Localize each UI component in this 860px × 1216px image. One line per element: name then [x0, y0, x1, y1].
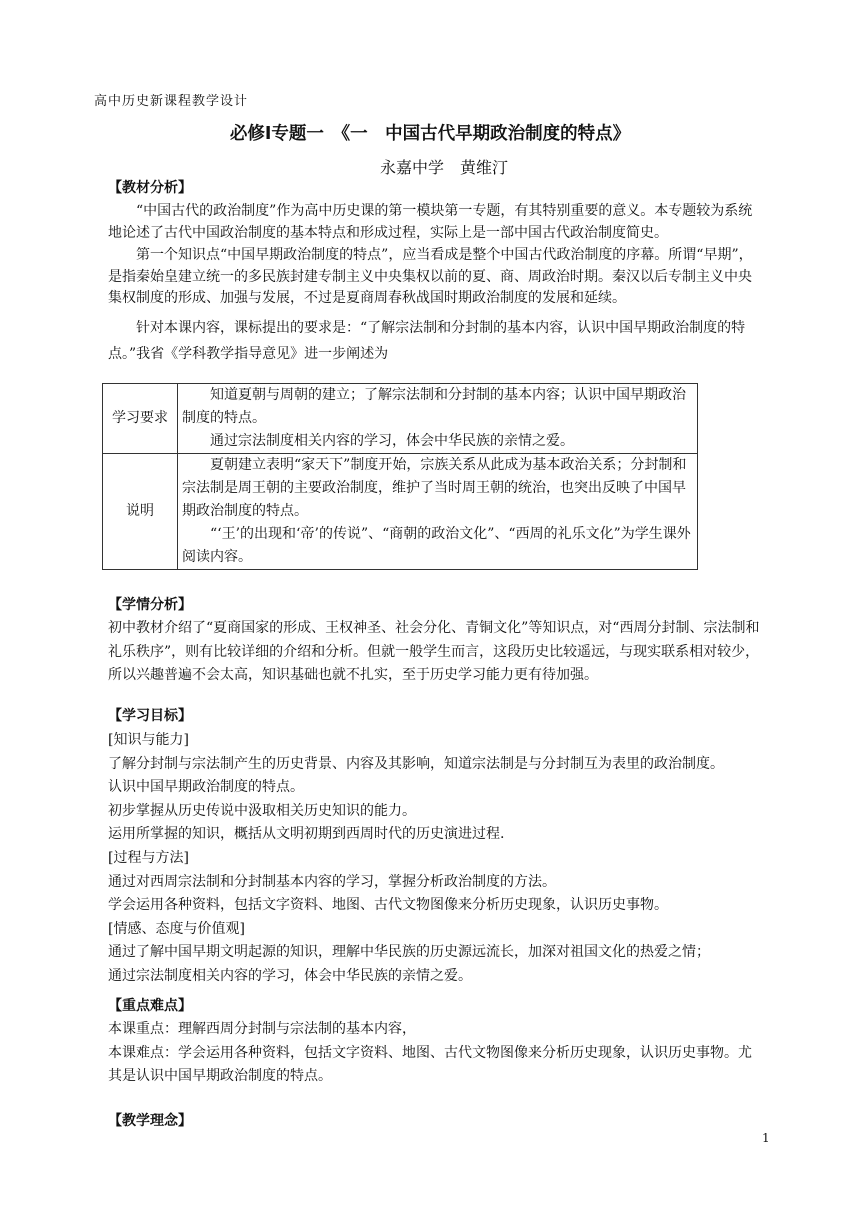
- row-label: 说明: [103, 454, 178, 570]
- row-line: 夏朝建立表明“家天下”制度开始，宗族关系从此成为基本政治关系；分封制和宗法制是周王朝的主要政治制度，维护了当时周王朝的统治，也突出反映了中国早期政治制度的特点。: [182, 457, 687, 519]
- table-row: [103, 454, 698, 570]
- row-content: [178, 454, 698, 570]
- row-line: “‘王’的出现和‘帝’的传说”、“商朝的政治文化”、“西周的礼乐文化”为学生课外阅读内容。: [182, 526, 691, 565]
- goal-line: 运用所掌握的知识，概括从文明初期到西周时代的历史演进过程.: [108, 826, 505, 843]
- key-points-list: [108, 1018, 760, 1089]
- key-point-line: 本课重点：理解西周分封制与宗法制的基本内容，: [108, 1021, 416, 1037]
- goal-line: 了解分封制与宗法制产生的历史背景、内容及其影响，知道宗法制是与分封制互为表里的政治制度。: [108, 755, 724, 772]
- row-label: 学习要求: [103, 384, 178, 454]
- goal-line: 通过了解中国早期文明起源的知识，理解中华民族的历史源远流长，加深对祖国文化的热爱之情；: [108, 944, 710, 961]
- goal-line: 通过对西周宗法制和分封制基本内容的学习，掌握分析政治制度的方法。: [108, 873, 556, 890]
- heading-goals: 【学习目标】: [108, 708, 192, 724]
- goal-line: 学会运用各种资料，包括文字资料、地图、古代文物图像来分析历史现象，认识历史事物。: [108, 897, 668, 914]
- goal-line: [过程与方法]: [108, 849, 189, 866]
- paragraph: “中国古代的政治制度”作为高中历史课的第一模块第一专题，有其特别重要的意义。本专题较为系统地论述了古代中国政治制度的基本特点和形成过程，实际上是一部中国古代政治制度简史。: [108, 203, 753, 241]
- goal-line: 初步掌握从历史传说中汲取相关历史知识的能力。: [108, 802, 416, 819]
- paragraph: 针对本课内容，课标提出的要求是：“了解宗法制和分封制的基本内容，认识中国早期政治制度的特点。”我省《学科教学指导意见》进一步阐述为: [108, 320, 746, 362]
- paragraph: 初中教材介绍了“夏商国家的形成、王权神圣、社会分化、青铜文化”等知识点，对“西周分封制、宗法制和礼乐秩序”，则有比较详细的介绍和分析。但就一般学生而言，这段历史比较遥远，与现实联系相对较少，所以兴趣普遍不会太高，知识基础也就不扎实，至于历史学习能力更有待加强。: [108, 620, 760, 683]
- heading-student-analysis: 【学情分析】: [108, 597, 192, 613]
- goal-line: [知识与能力]: [108, 732, 189, 748]
- heading-textbook-analysis: 【教材分析】: [108, 180, 192, 196]
- page-number: 1: [762, 1131, 770, 1145]
- paragraph: 第一个知识点“中国早期政治制度的特点”，应当看成是整个中国古代政治制度的序幕。所谓“早期”，是指秦始皇建立统一的多民族封建专制主义中央集权以前的夏、商、周政治时期。秦汉以后专制主义中央集权制度的形成、加强与发展，不过是夏商周春秋战国时期政治制度的发展和延续。: [108, 247, 753, 306]
- author-line: 永嘉中学 黄维汀: [380, 158, 509, 177]
- requirements-table: [102, 383, 698, 570]
- row-content: [178, 384, 698, 454]
- row-line: 通过宗法制度相关内容的学习，体会中华民族的亲情之爱。: [210, 433, 574, 449]
- table-row: [103, 384, 698, 454]
- row-line: 知道夏朝与周朝的建立；了解宗法制和分封制的基本内容；认识中国早期政治制度的特点。: [182, 387, 686, 426]
- document-title: 必修Ⅰ专题一 《一 中国古代早期政治制度的特点》: [229, 124, 631, 144]
- goal-line: 认识中国早期政治制度的特点。: [108, 779, 304, 796]
- heading-philosophy: 【教学理念】: [108, 1113, 192, 1129]
- goals-list: [108, 729, 760, 989]
- key-point-line: 本课难点：学会运用各种资料，包括文字资料、地图、古代文物图像来分析历史现象，认识历史事物。尤其是认识中国早期政治制度的特点。: [108, 1044, 752, 1084]
- heading-key-points: 【重点难点】: [108, 998, 192, 1014]
- goal-line: 通过宗法制度相关内容的学习，体会中华民族的亲情之爱。: [108, 967, 472, 984]
- running-header: 高中历史新课程教学设计: [94, 94, 249, 109]
- goal-line: [情感、态度与价值观]: [108, 920, 245, 937]
